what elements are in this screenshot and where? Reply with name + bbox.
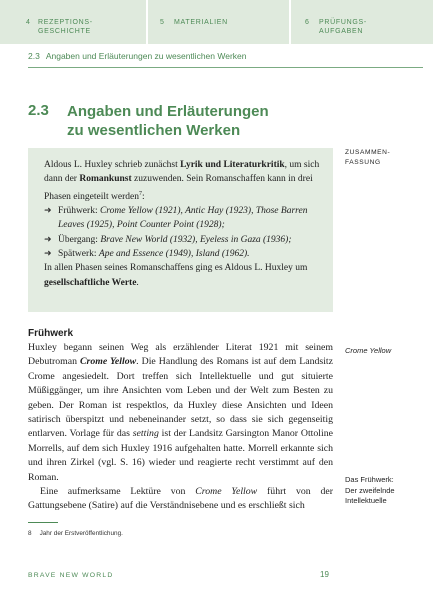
emphasis: setting [132,428,159,440]
summary-outro: In allen Phasen seines Romanschaffens ging es Aldous L. Huxley um [44,263,308,274]
section-number: 2.3 [28,102,49,119]
section-breadcrumb [28,51,247,61]
tab-number: 6 [305,19,310,26]
tab-pruefungsaufgaben[interactable] [291,0,433,44]
margin-note-line: Intellektuelle [345,496,387,505]
breadcrumb-title: Angaben und Erläuterungen zu wesentlichen Werken [45,51,247,61]
text-run: Huxley begann seinen Weg als erzählender Literat 1921 mit seinem Debutroman [28,342,333,368]
summary-side-label [345,148,390,168]
summary-intro-mid: , um sich dann der [44,160,320,185]
tab-label-line1: REZEPTIONS- [38,19,93,26]
running-footer-title: BRAVE NEW WORLD [28,572,114,579]
arrow-icon: ➜ [44,234,52,245]
phase-bullet [44,204,326,233]
summary-intro: Aldous L. Huxley schrieb zunächst [44,160,181,170]
tab-label-line2: AUFGABEN [319,28,364,35]
phase-works: Brave New World (1932), Eyeless in Gaza (1936); [100,234,292,245]
body-text [28,341,333,514]
footnote-ref[interactable]: 7 [138,190,142,197]
summary-keyword: Romankunst [79,174,132,185]
tab-number: 4 [26,19,31,26]
footnote-text: Jahr der Erstveröffentlichung. [39,530,123,537]
footnote-number: 8 [28,530,32,537]
text-run: führt von der Gattungsebene (Satire) auf die Verständnisebene und es erschließt sich [28,486,333,512]
paragraph [28,485,333,514]
section-title [67,102,317,140]
summary-outro-end: . [136,277,139,288]
text-run: ist der Landsitz Garsington Manor Ottoline Morrells, auf dem sich Huxley 1916 aufgehalten hatte. Morrell erkannte sich und ihren Zirkel (vgl. S. 16) wieder und reagierte recht verstimmt auf den Roman. [28,428,333,483]
text-run: Eine aufmerksame Lektüre von [40,486,196,498]
subsection-heading: Frühwerk [28,328,74,339]
tab-label-line1: PRÜFUNGS- [319,19,367,26]
phase-label: Übergang: [58,234,101,245]
footnote [28,530,123,537]
side-label-line1: ZUSAMMEN- [345,149,391,156]
section-title-line2: zu wesentlichen Werken [67,122,241,139]
tab-label: MATERIALIEN [174,19,228,26]
tab-label [319,18,367,36]
phase-works: Crome Yellow (1921), Antic Hay (1923), Those Barren Leaves (1925), Point Counter Point (1928); [58,206,308,231]
summary-keyword: gesellschaftliche Werte [44,277,137,288]
header-divider [28,67,423,68]
summary-intro-post: zuzuwenden. Sein Romanschaffen kann in drei Phasen eingeteilt werden [44,174,313,202]
footnote-divider [28,522,58,523]
margin-note-line: Der zweifelnde [345,485,395,495]
section-title-line1: Angaben und Erläuterungen [67,103,269,120]
arrow-icon: ➜ [44,206,52,217]
chapter-nav [0,0,433,44]
tab-materialien[interactable] [148,0,289,44]
margin-note-crome-yellow: Crome Yellow [345,346,392,355]
tab-number: 5 [160,19,165,26]
tab-rezeptionsgeschichte[interactable] [0,0,146,44]
phase-bullet [44,233,326,247]
side-label-line2: FASSUNG [345,159,381,166]
breadcrumb-number: 2.3 [28,51,40,61]
phase-label: Spätwerk: [58,248,99,259]
summary-box [28,148,333,312]
phase-bullet [44,247,326,261]
text-run: . Die Handlung des Romans ist auf dem Landsitz Crome angesiedelt. Dort treffen sich Intellektuelle und gut situierte Müßiggänger, um ihre Ansichten vom Leben und der Welt zum Besten zu geben. Der Roman ist respektlos, da Huxley diese Ansichten und Ideen satirisch überspitzt und nebeneinander setzt, so dass sie sich gegenseitig entlarven. Vorlage für das [28,356,333,440]
page-number: 19 [320,570,329,579]
summary-intro-end: : [141,191,145,202]
tab-label [38,18,93,36]
summary-text [44,158,326,290]
work-title: Crome Yellow [79,356,137,368]
arrow-icon: ➜ [44,248,52,259]
phase-works: Ape and Essence (1949), Island (1962). [98,248,250,259]
work-title: Crome Yellow [195,486,258,498]
phase-label: Frühwerk: [58,206,100,217]
summary-keyword: Lyrik und Literaturkritik [180,160,285,170]
paragraph [28,341,333,485]
tab-label-line2: GESCHICHTE [38,28,91,35]
margin-note-line: Das Frühwerk: [345,475,394,484]
margin-note-fruehwerk [345,475,425,507]
